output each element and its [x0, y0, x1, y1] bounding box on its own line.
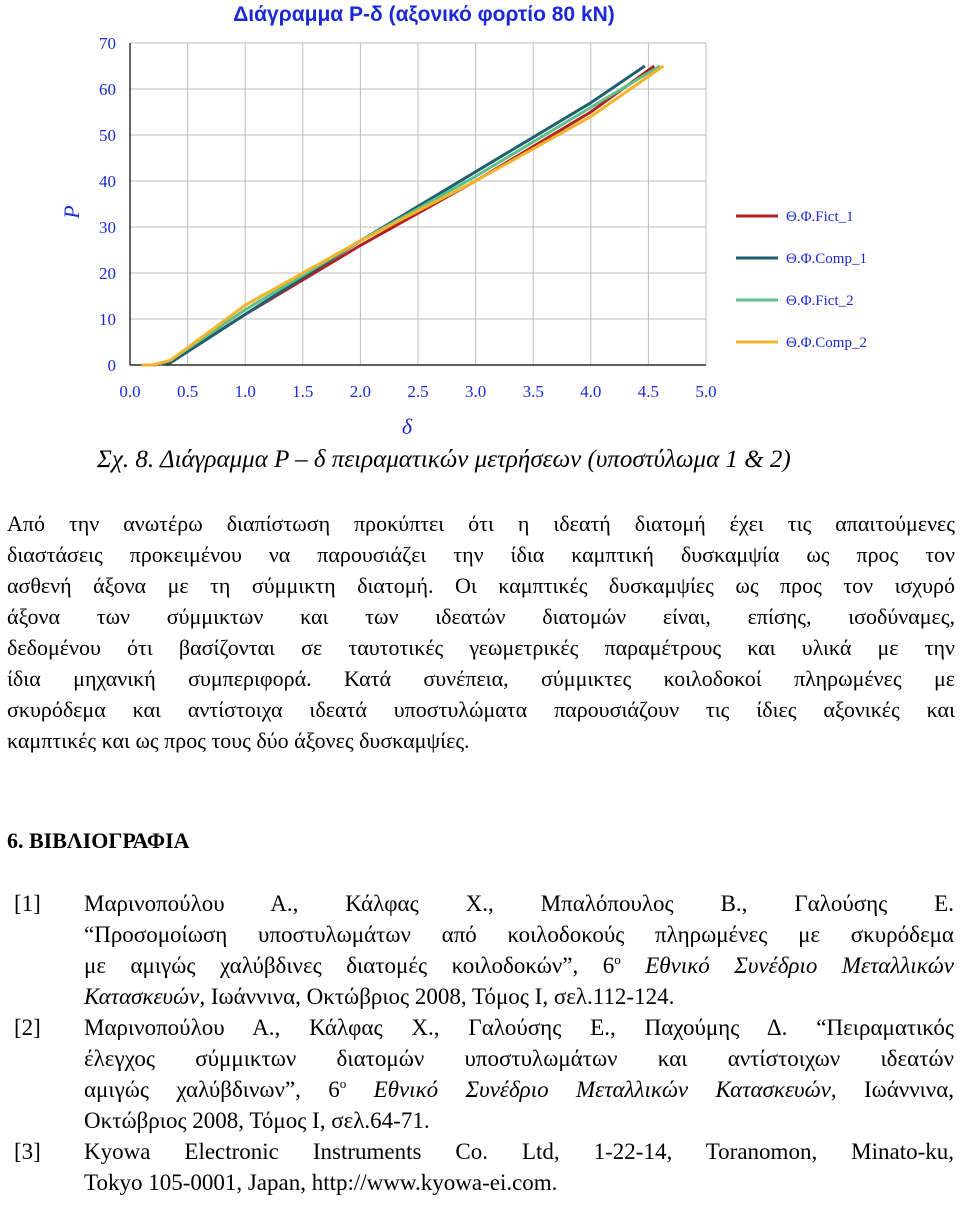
x-tick-label: 0.0: [119, 382, 141, 401]
paragraph-line: καμπτικές και ως προς τους δύο άξονες δυσκαμψίες.: [7, 728, 470, 753]
y-axis-label: P: [59, 205, 84, 219]
legend-label: Θ.Φ.Fict_2: [786, 293, 854, 309]
x-tick-label: 2.5: [407, 382, 429, 401]
x-tick-label: 4.0: [580, 382, 602, 401]
paragraph-line: διαστάσεις προκειμένου να παρουσιάζει την ίδια καμπτική δυσκαμψία ως προς τον: [7, 542, 955, 567]
reference-number: [1]: [14, 891, 41, 916]
reference-venue: Εθνικό Συνέδριο Μεταλλικών: [620, 953, 954, 978]
x-tick-labels: [119, 382, 716, 401]
reference-item: [14, 1012, 954, 1136]
p-delta-chart: [0, 0, 960, 440]
y-tick-label: 40: [99, 172, 116, 191]
x-tick-label: 1.5: [292, 382, 314, 401]
paragraph-line: άξονα των σύμμικτων και των ιδεατών διατομών είναι, επίσης, ισοδύναμες,: [7, 604, 955, 629]
x-tick-label: 1.0: [234, 382, 256, 401]
reference-text: αμιγώς χαλύβδινων”, 6: [84, 1077, 340, 1102]
superscript: ο: [614, 952, 621, 967]
legend-label: Θ.Φ.Fict_1: [786, 209, 854, 225]
y-tick-label: 10: [99, 310, 116, 329]
reference-line: Tokyo 105-0001, Japan, http://www.kyowa-ei.com.: [84, 1170, 558, 1195]
reference-line: [84, 950, 954, 981]
reference-number: [3]: [14, 1139, 41, 1164]
y-tick-label: 70: [99, 34, 116, 53]
y-tick-label: 60: [99, 80, 116, 99]
legend: [722, 192, 902, 364]
reference-line: [84, 981, 954, 1012]
reference-item: [14, 1136, 954, 1198]
x-tick-label: 5.0: [695, 382, 717, 401]
reference-venue: Εθνικό Συνέδριο Μεταλλικών Κατασκευών: [346, 1077, 831, 1102]
legend-label: Θ.Φ.Comp_1: [786, 251, 867, 267]
y-tick-label: 50: [99, 126, 116, 145]
section-heading: 6. ΒΙΒΛΙΟΓΡΑΦΙΑ: [7, 828, 190, 853]
reference-text: , Ιωάννινα, Οκτώβριος 2008, Τόμος Ι, σελ.112-124.: [199, 984, 675, 1009]
paragraph-line: ίδια μηχανική συμπεριφορά. Κατά συνέπεια, σύμμικτες κοιλοδοκοί πληρωμένες με: [7, 666, 955, 691]
chart-title: Διάγραμμα P-δ (αξονικό φορτίο 80 kN): [233, 3, 615, 26]
x-tick-label: 3.0: [464, 382, 487, 401]
paragraph-line: Από την ανωτέρω διαπίστωση προκύπτει ότι η ιδεατή διατομή έχει τις απαιτούμενες: [7, 511, 955, 536]
reference-line: Οκτώβριος 2008, Τόμος Ι, σελ.64-71.: [84, 1108, 430, 1133]
y-tick-labels: [99, 34, 116, 375]
x-tick-label: 2.0: [349, 382, 372, 401]
reference-line: Kyowa Electronic Instruments Co. Ltd, 1-22-14, Toranomon, Minato-ku,: [84, 1139, 954, 1164]
references-list: [14, 888, 954, 1198]
y-tick-label: 0: [107, 356, 116, 375]
reference-line: Μαρινοπούλου Α., Κάλφας Χ., Μπαλόπουλος Β., Γαλούσης Ε.: [84, 891, 954, 916]
reference-venue: Κατασκευών: [84, 984, 200, 1009]
body-paragraph: [7, 508, 955, 756]
paragraph-line: ασθενή άξονα με τη σύμμικτη διατομή. Οι καμπτικές δυσκαμψίες ως προς τον ισχυρό: [7, 573, 955, 598]
y-tick-label: 20: [99, 264, 116, 283]
paragraph-line: σκυρόδεμα και αντίστοιχα ιδεατά υποστυλώματα παρουσιάζουν τις ίδιες αξονικές και: [7, 697, 955, 722]
legend-label: Θ.Φ.Comp_2: [786, 335, 867, 351]
paragraph-line: δεδομένου ότι βασίζονται σε ταυτοτικές γεωμετρικές παραμέτρους και υλικά με την: [7, 635, 955, 660]
x-axis-label: δ: [401, 414, 413, 439]
figure-caption: Σχ. 8. Διάγραμμα P – δ πειραματικών μετρήσεων (υποστύλωμα 1 & 2): [97, 446, 791, 473]
reference-text: , Ιωάννινα,: [830, 1077, 954, 1102]
reference-line: [84, 1074, 954, 1105]
superscript: ο: [339, 1076, 347, 1091]
reference-line: “Προσομοίωση υποστυλωμάτων από κοιλοδοκούς πληρωμένες με σκυρόδεμα: [84, 922, 954, 947]
x-tick-label: 0.5: [176, 382, 199, 401]
reference-line: Μαρινοπούλου Α., Κάλφας Χ., Γαλούσης Ε., Παχούμης Δ. “Πειραματικός: [84, 1015, 954, 1040]
reference-item: [14, 888, 954, 1012]
x-tick-label: 3.5: [522, 382, 544, 401]
reference-line: έλεγχος σύμμικτων διατομών υποστυλωμάτων και αντίστοιχων ιδεατών: [84, 1046, 954, 1071]
reference-number: [2]: [14, 1015, 41, 1040]
y-tick-label: 30: [99, 218, 116, 237]
x-tick-label: 4.5: [637, 382, 660, 401]
reference-text: με αμιγώς χαλύβδινες διατομές κοιλοδοκών”, 6: [84, 953, 615, 978]
